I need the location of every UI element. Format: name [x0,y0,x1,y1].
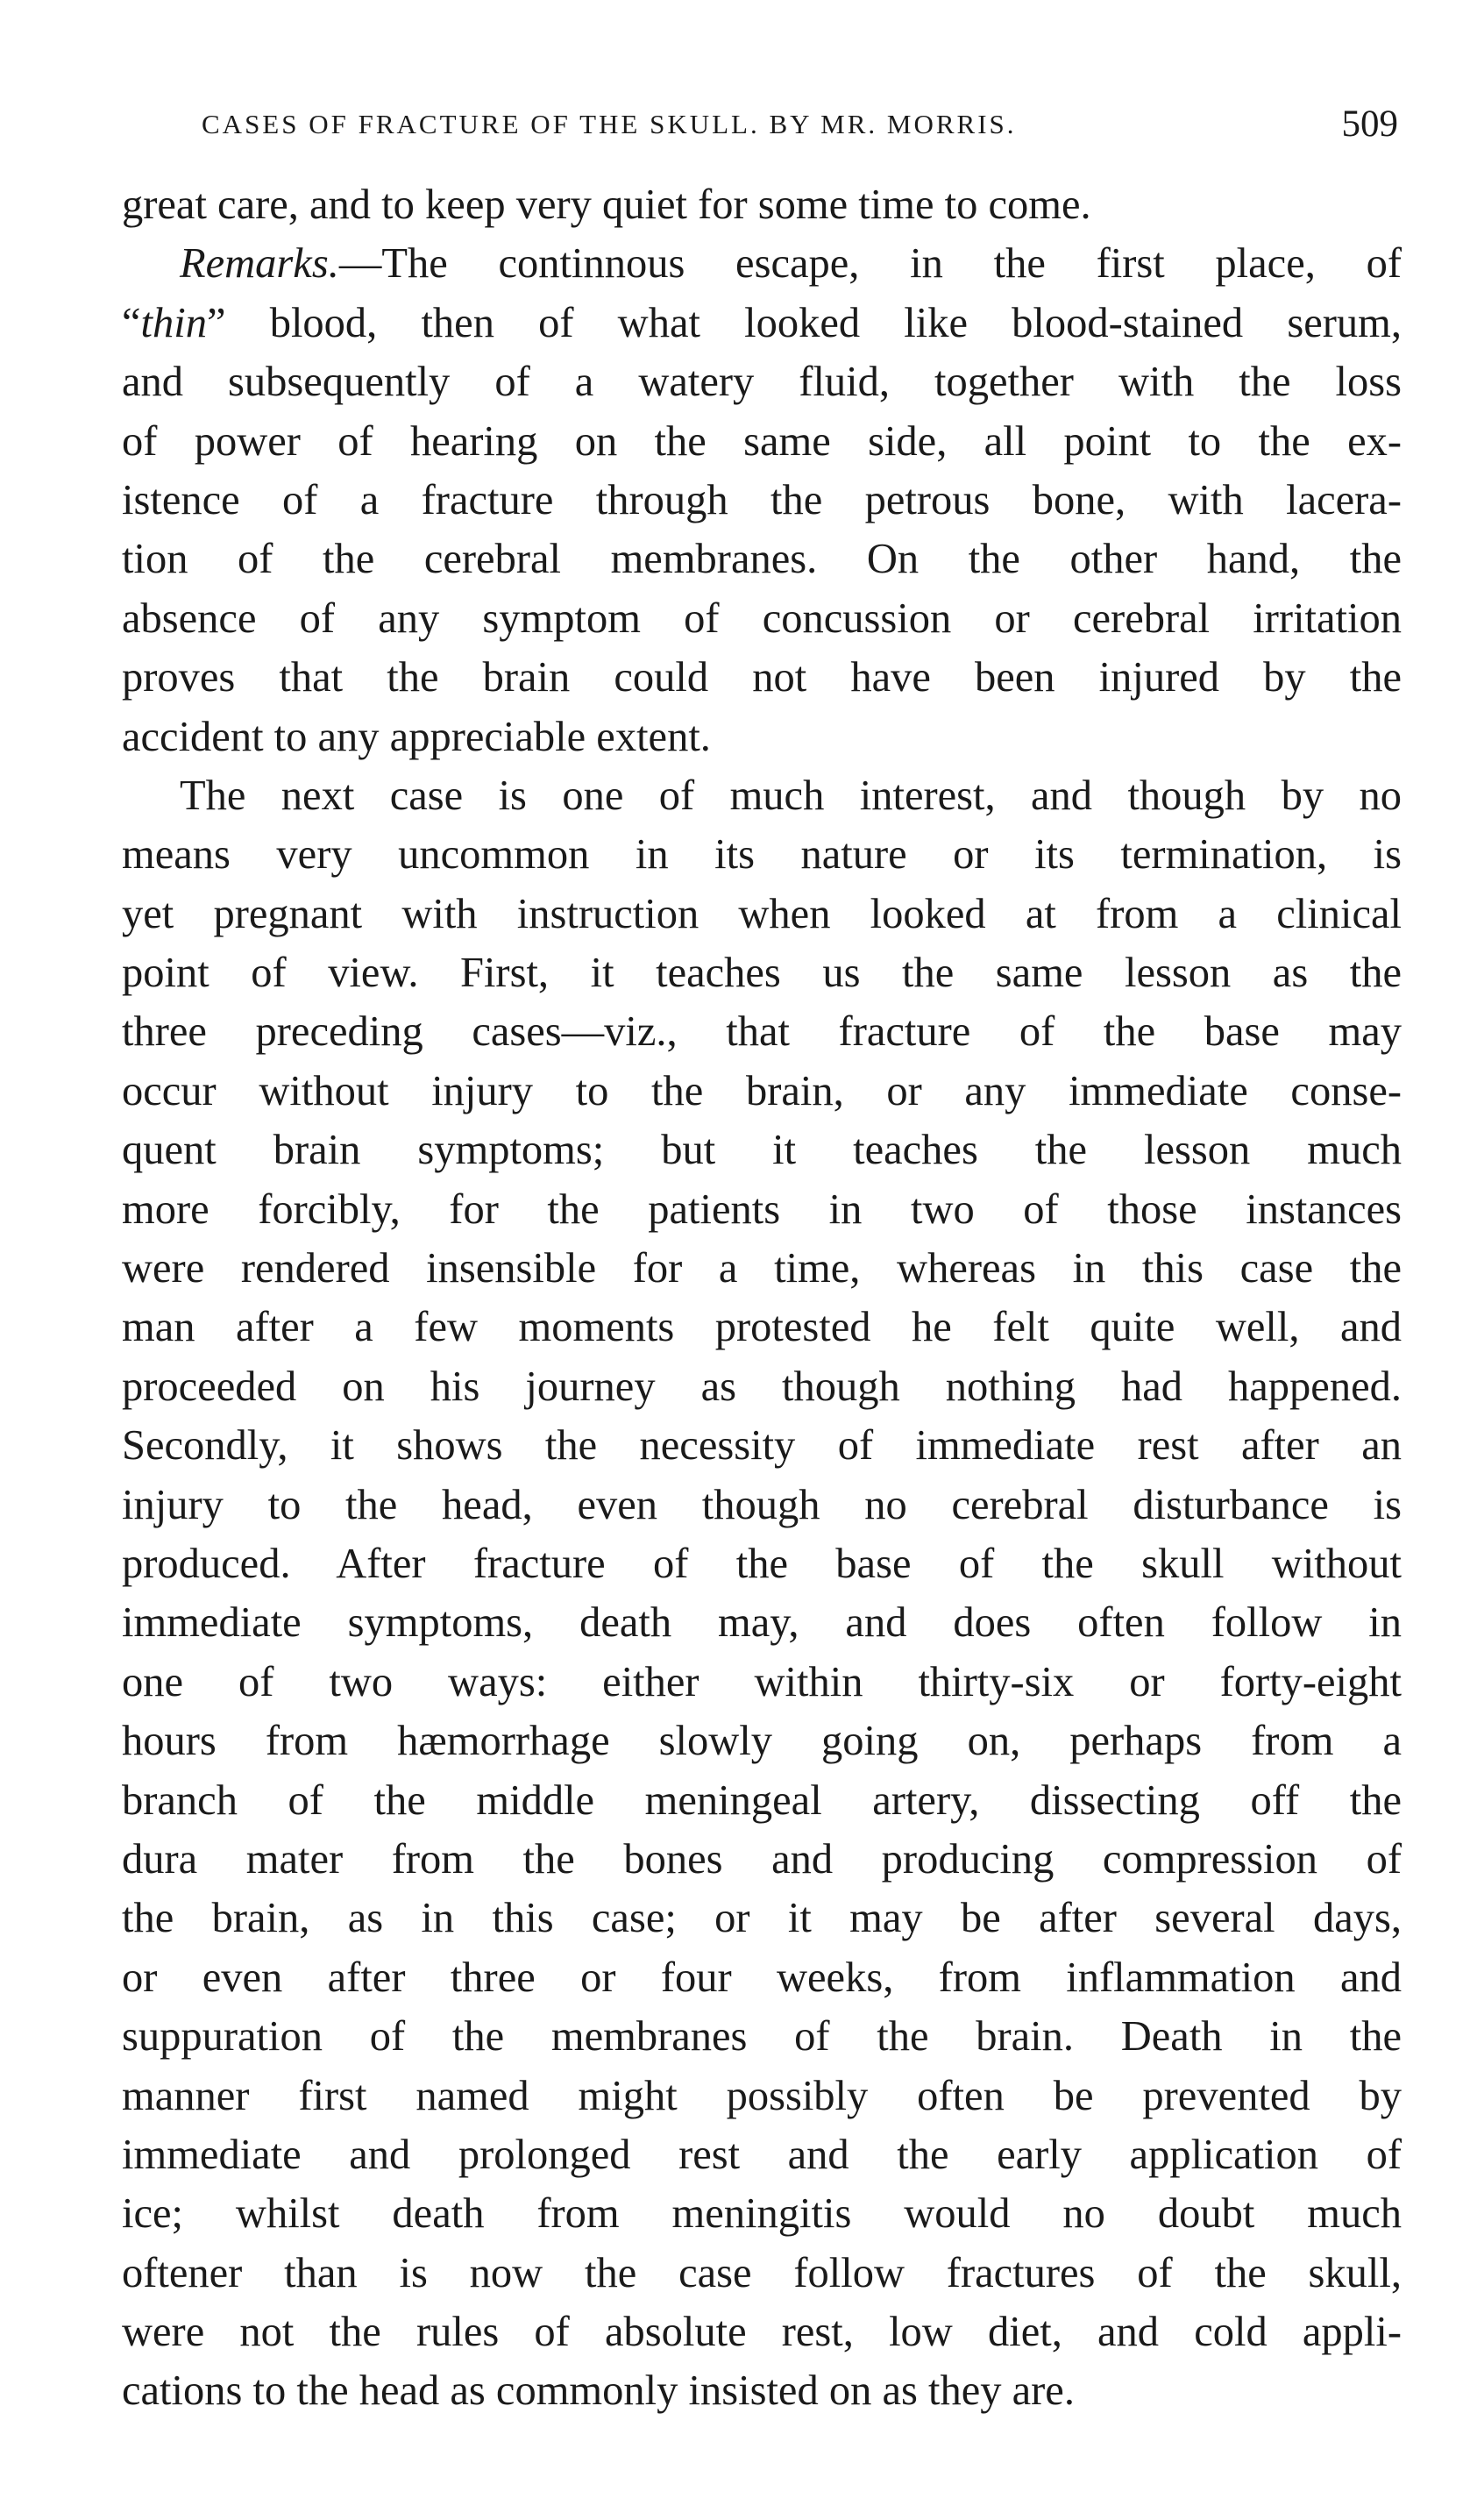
text-line: tion of the cerebral membranes. On the other hand, the [122,536,1402,583]
text-line: dura mater from the bones and producing compression of [122,1835,1402,1883]
body-text [122,175,1402,2421]
page-number: 509 [1341,103,1398,145]
text-line: were not the rules of absolute rest, low diet, and cold appli- [122,2309,1402,2356]
text-line: Secondly, it shows the necessity of immediate rest after an [122,1422,1402,1470]
text-line: immediate and prolonged rest and the early application of [122,2131,1402,2178]
text-line: ice; whilst death from meningitis would no doubt much [122,2190,1402,2238]
text-line: great care, and to keep very quiet for some time to come. [122,182,1091,228]
text-line: proves that the brain could not have been injured by the [122,654,1402,701]
close-quote: ” [206,299,226,346]
text-line: more forcibly, for the patients in two of those instances [122,1185,1402,1233]
text-line: proceeded on his journey as though nothing had happened. [122,1363,1402,1410]
text-line: point of view. First, it teaches us the same lesson as the [122,950,1402,997]
remarks-first-line [122,234,1402,293]
text-line: three preceding cases—viz., that fracture of the base may [122,1008,1402,1056]
text-line: istence of a fracture through the petrous bone, with lacera- [122,476,1402,523]
text-line: cations to the head as commonly insisted on as they are. [122,2367,1075,2415]
text-line: branch of the middle meningeal artery, dissecting off the [122,1776,1402,1824]
running-head [202,98,1398,151]
text-line-with-thin [122,294,1402,352]
text-line: hours from hæmorrhage slowly going on, perhaps from a [122,1718,1402,1765]
text-line: yet pregnant with instruction when looked at from a clinical [122,890,1402,937]
text-line: the brain, as in this case; or it may be after several days, [122,1895,1402,1942]
text-line: injury to the head, even though no cerebral disturbance is [122,1481,1402,1528]
em-dash: — [338,240,382,288]
text-line: were rendered insensible for a time, whereas in this case the [122,1245,1402,1292]
text-fragment: blood, then of what looked like blood-stained serum, [269,299,1402,346]
thin-word: thin [140,299,207,346]
text-line: occur without injury to the brain, or any immediate conse- [122,1067,1402,1114]
text-fragment: The continnous escape, in the first place, of [381,240,1402,288]
text-line: man after a few moments protested he felt quite well, and [122,1304,1402,1351]
text-line: oftener than is now the case follow fractures of the skull, [122,2249,1402,2296]
open-quote: “ [122,299,141,346]
text-line: of power of hearing on the same side, all point to the ex- [122,417,1402,465]
remarks-label: Remarks. [180,240,339,288]
text-line: The next case is one of much interest, and though by no [180,772,1402,819]
text-line: accident to any appreciable extent. [122,713,711,760]
text-line: quent brain symptoms; but it teaches the lesson much [122,1127,1402,1174]
text-line: or even after three or four weeks, from inflammation and [122,1954,1402,2001]
text-line: manner first named might possibly often be prevented by [122,2072,1402,2119]
text-line: and subsequently of a watery fluid, together with the loss [122,359,1402,406]
running-title: CASES OF FRACTURE OF THE SKULL. BY MR. MORRIS. [202,109,1017,139]
text-line: immediate symptoms, death may, and does often follow in [122,1599,1402,1647]
text-line: produced. After fracture of the base of the skull without [122,1540,1402,1587]
text-line: absence of any symptom of concussion or cerebral irritation [122,594,1402,642]
text-line: one of two ways: either within thirty-six or forty-eight [122,1658,1402,1705]
text-line: suppuration of the membranes of the brain. Death in the [122,2013,1402,2061]
text-line: means very uncommon in its nature or its termination, is [122,831,1402,879]
